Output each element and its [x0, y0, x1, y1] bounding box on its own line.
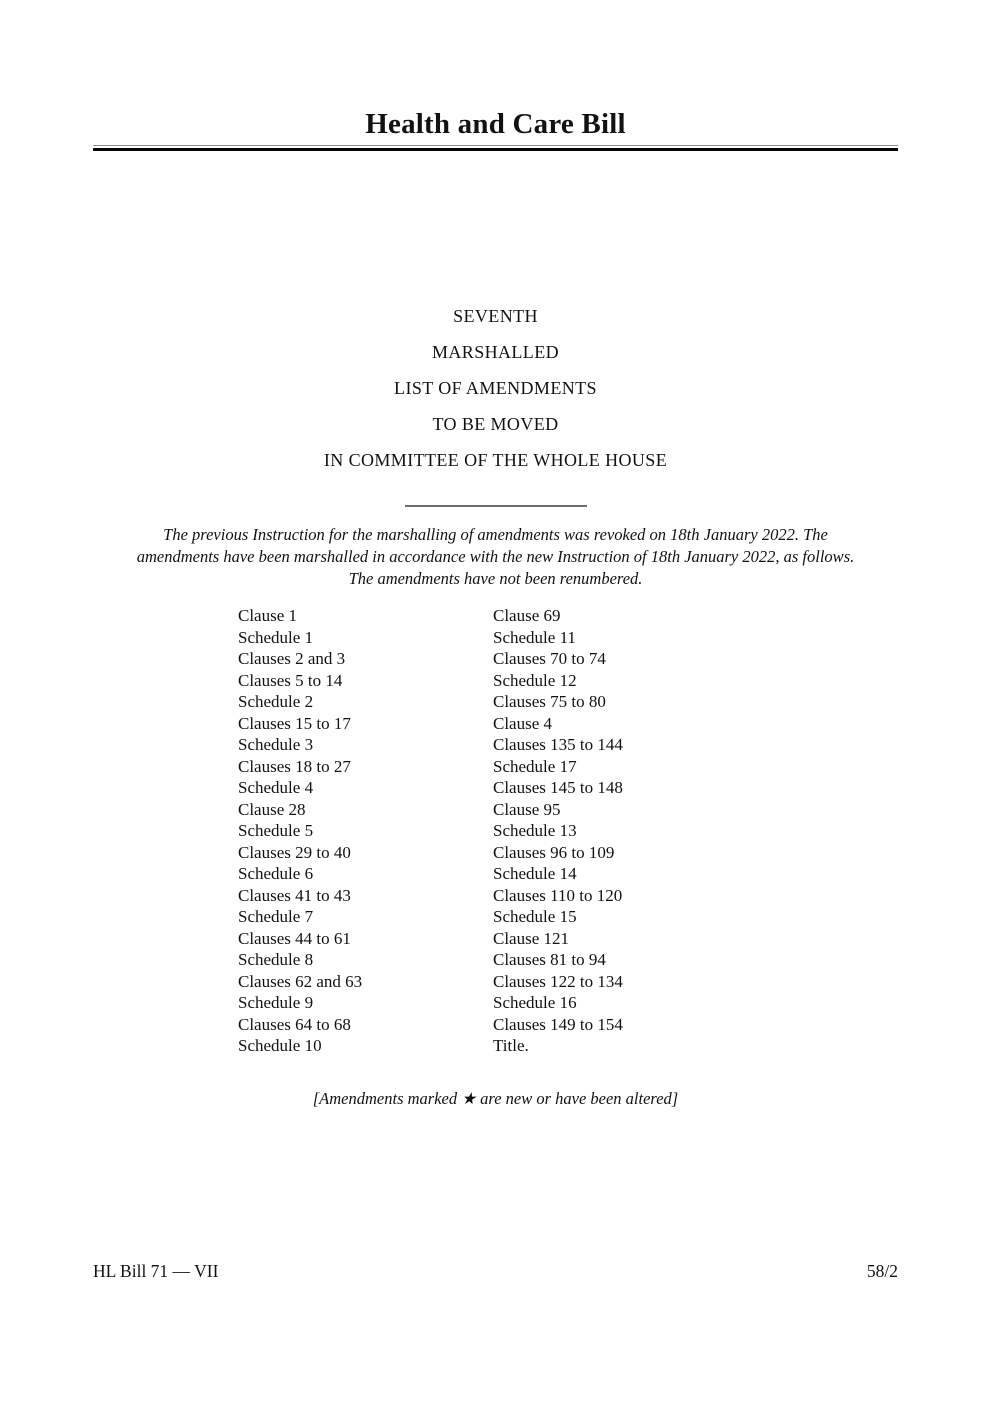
list-item: Clauses 81 to 94 — [493, 950, 606, 969]
list-item: Schedule 16 — [493, 993, 577, 1012]
list-item: Schedule 4 — [238, 778, 314, 797]
heading-line: TO BE MOVED — [432, 414, 559, 434]
list-item: Schedule 1 — [238, 627, 314, 647]
list-item: Schedule 6 — [238, 864, 314, 883]
list-item: Clause 121 — [493, 928, 570, 948]
list-item: Schedule 8 — [238, 950, 314, 969]
section-separator-rule — [405, 505, 587, 507]
intro-paragraph — [90, 524, 901, 590]
list-item: Clauses 41 to 43 — [238, 885, 351, 905]
page-footer — [93, 1261, 898, 1281]
heading-line: SEVENTH — [453, 306, 538, 326]
heading-line: MARSHALLED — [431, 342, 559, 362]
list-item: Schedule 5 — [238, 821, 314, 840]
list-item: Clauses 2 and 3 — [238, 649, 346, 668]
list-item: Clauses 5 to 14 — [238, 670, 343, 690]
list-item: Clauses 44 to 61 — [238, 928, 351, 948]
list-item: Schedule 15 — [493, 907, 577, 926]
list-item: Clause 28 — [238, 799, 306, 819]
amendments-note: [Amendments marked ★ are new or have been altered] — [312, 1089, 679, 1108]
list-item: Clauses 62 and 63 — [238, 971, 363, 991]
list-item: Clauses 15 to 17 — [238, 713, 351, 733]
list-item: Schedule 14 — [493, 864, 577, 883]
list-item: Schedule 2 — [238, 692, 314, 711]
marshalling-column-left — [238, 605, 493, 1057]
list-item: Schedule 13 — [493, 821, 577, 840]
list-item: Clauses 145 to 148 — [493, 778, 623, 797]
heading-line: LIST OF AMENDMENTS — [394, 378, 597, 398]
list-item: Schedule 12 — [493, 670, 577, 690]
list-item: Schedule 17 — [493, 756, 577, 776]
list-item: Clauses 29 to 40 — [238, 842, 351, 862]
intro-line: amendments have been marshalled in accordance with the new Instruction of 18th January 2022, as follows. — [136, 547, 855, 566]
document-title: Health and Care Bill — [365, 108, 626, 140]
marshalling-column-right — [493, 605, 773, 1057]
list-item: Clauses 18 to 27 — [238, 756, 351, 776]
list-item: Clauses 70 to 74 — [493, 649, 606, 668]
list-item: Clauses 135 to 144 — [493, 735, 623, 754]
heading-block — [0, 306, 991, 486]
intro-line: The previous Instruction for the marshalling of amendments was revoked on 18th January 2022. The — [163, 525, 828, 544]
list-item: Clauses 64 to 68 — [238, 1014, 351, 1034]
list-item: Clause 95 — [493, 799, 561, 819]
footer-print-number: 58/2 — [866, 1261, 898, 1281]
title-double-rule — [93, 145, 898, 151]
list-item: Clauses 122 to 134 — [493, 971, 623, 991]
list-item: Clause 69 — [493, 606, 561, 625]
intro-line: The amendments have not been renumbered. — [348, 569, 643, 588]
list-item: Schedule 11 — [493, 627, 576, 647]
list-item: Clauses 96 to 109 — [493, 842, 615, 862]
list-item: Schedule 10 — [238, 1036, 322, 1055]
list-item: Clause 4 — [493, 713, 553, 733]
list-item: Clauses 110 to 120 — [493, 885, 623, 905]
list-item: Schedule 7 — [238, 907, 314, 926]
list-item: Title. — [493, 1036, 529, 1055]
heading-line: IN COMMITTEE OF THE WHOLE HOUSE — [323, 450, 668, 470]
marshalling-order-list — [238, 605, 773, 1057]
footer-bill-number: HL Bill 71 — VII — [93, 1261, 219, 1281]
list-item: Clause 1 — [238, 606, 298, 625]
list-item: Schedule 9 — [238, 993, 314, 1012]
list-item: Schedule 3 — [238, 735, 314, 754]
list-item: Clauses 75 to 80 — [493, 692, 606, 711]
list-item: Clauses 149 to 154 — [493, 1014, 623, 1034]
